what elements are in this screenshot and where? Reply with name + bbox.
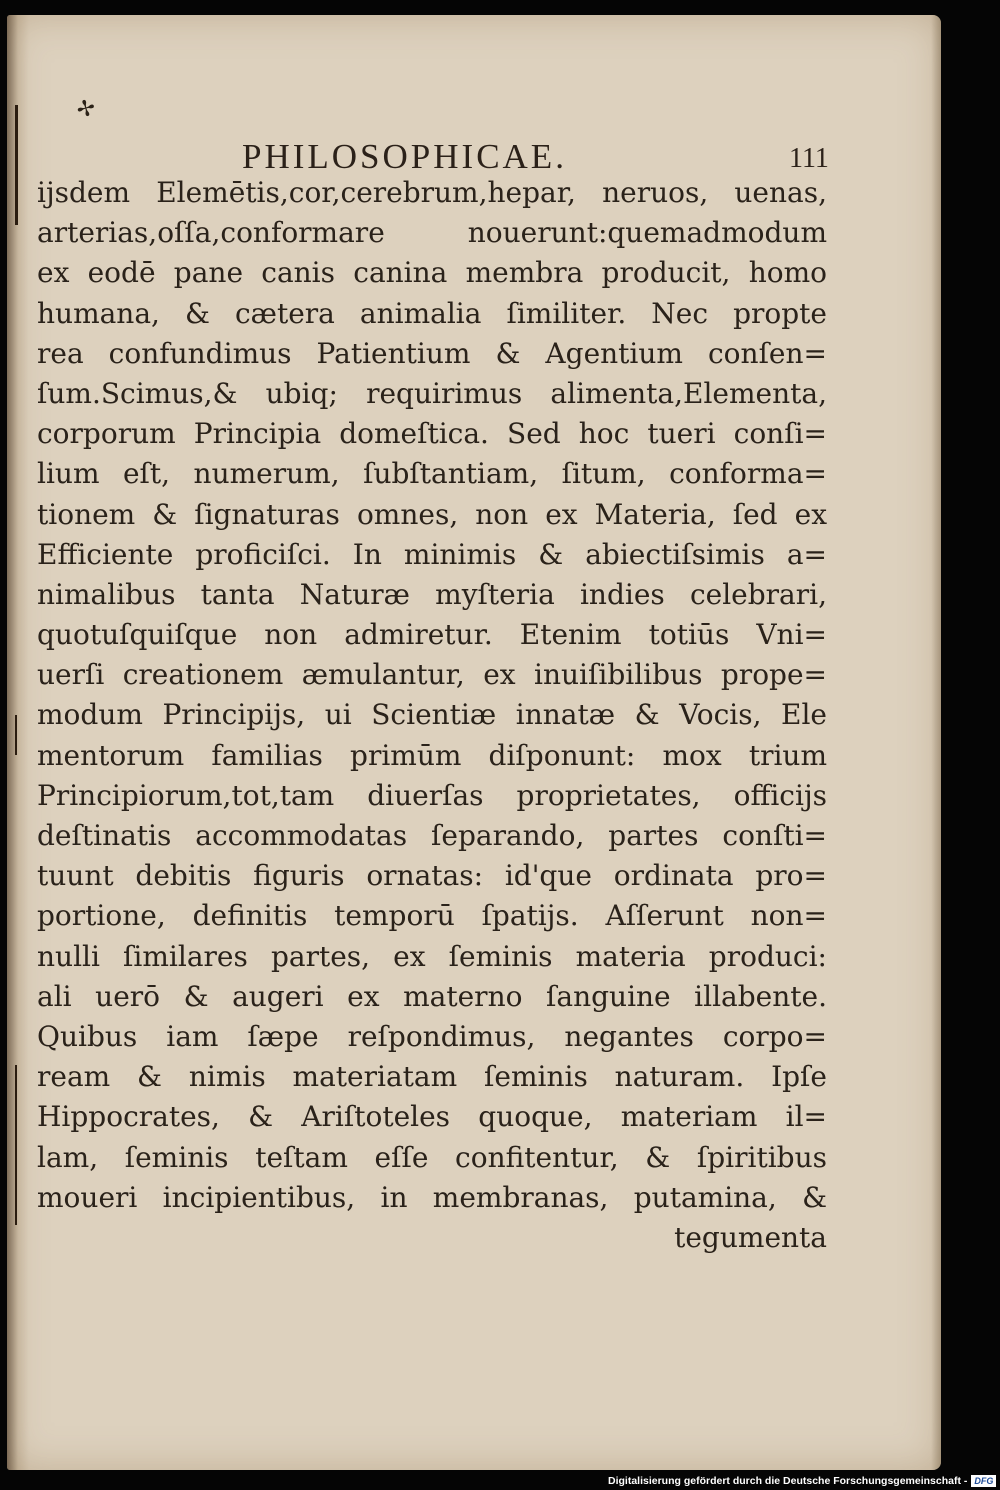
- text-line: humana, & cætera animalia ſimiliter. Nec propte: [37, 296, 827, 330]
- running-header: PHILOSOPHICAE.: [242, 137, 567, 176]
- credit-text: Digitalisierung gefördert durch die Deutsche Forschungsgemeinschaft -: [608, 1475, 968, 1487]
- text-line: quotuſquiſque non admiretur. Etenim totiūs Vni=: [37, 618, 827, 652]
- text-line: arterias,oſſa,conformare nouerunt:quemadmodum: [37, 216, 827, 250]
- text-line: ex eodē pane canis canina membra producit, homo: [37, 256, 827, 290]
- text-line: nulli ſimilares partes, ex ſeminis materia produci:: [37, 939, 827, 973]
- text-line: Quibus iam ſæpe reſpondimus, negantes corpo=: [37, 1019, 827, 1053]
- text-line: lam, ſeminis teſtam eſſe confitentur, & ſpiritibus: [37, 1140, 827, 1174]
- text-line: Hippocrates, & Ariſtoteles quoque, materiam il=: [37, 1100, 827, 1134]
- text-line: nimalibus tanta Naturæ myſteria indies celebrari,: [37, 577, 827, 611]
- text-line: mentorum familias primūm diſponunt: mox trium: [37, 738, 827, 772]
- text-line: uerſi creationem æmulantur, ex inuiſibilibus prope=: [37, 658, 827, 692]
- digitization-credit: [608, 1474, 996, 1488]
- text-line: ſum.Scimus,& ubiq; requirimus alimenta,Elementa,: [37, 376, 827, 410]
- body-text: [37, 173, 827, 1258]
- page-number: 111: [789, 143, 829, 174]
- text-line: tionem & ſignaturas omnes, non ex Materia, ſed ex: [37, 497, 827, 531]
- text-line: Principiorum,tot,tam diuerſas proprietates, officijs: [37, 778, 827, 812]
- text-line: ijsdem Elemētis,cor,cerebrum,hepar, neruos, uenas,: [37, 176, 827, 209]
- spine-shadow: [15, 715, 17, 755]
- dfg-logo[interactable]: DFG: [971, 1475, 996, 1487]
- text-line: lium eſt, numerum, ſubſtantiam, ſitum, conforma=: [37, 457, 827, 491]
- spine-shadow: [15, 1065, 17, 1225]
- text-line: portione, definitis temporū ſpatijs. Aſſerunt non=: [37, 899, 827, 933]
- book-page: [7, 15, 941, 1470]
- text-line: rea confundimus Patientium & Agentium conſen=: [37, 336, 827, 370]
- text-line: moueri incipientibus, in membranas, putamina, &: [37, 1180, 827, 1214]
- corner-ornament: ✢: [74, 95, 99, 124]
- text-line: deſtinatis accommodatas ſeparando, partes conſti=: [37, 819, 827, 852]
- text-line: ali uerō & augeri ex materno ſanguine illabente.: [37, 979, 827, 1013]
- catchword: tegumenta: [674, 1220, 827, 1254]
- text-line: tuunt debitis figuris ornatas: id'que ordinata pro=: [37, 859, 827, 893]
- text-line: Efficiente proficiſci. In minimis & abiectiſsimis a=: [37, 537, 827, 571]
- text-line: ream & nimis materiatam ſeminis naturam. Ipſe: [37, 1060, 827, 1094]
- spine-shadow: [15, 105, 18, 225]
- text-line: modum Principijs, ui Scientiæ innatæ & Vocis, Ele: [37, 698, 827, 732]
- text-line: corporum Principia domeſtica. Sed hoc tueri conſi=: [37, 417, 827, 451]
